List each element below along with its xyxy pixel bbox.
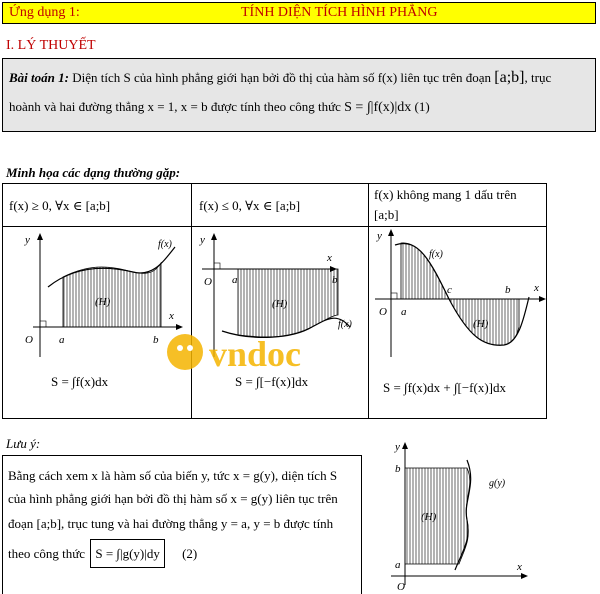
label-H: (H) (421, 511, 437, 523)
axis-label-x: x (517, 561, 522, 573)
case3-condition: f(x) không mang 1 dấu trên (374, 187, 517, 202)
note-line-4: theo công thức (8, 546, 86, 561)
note-box (2, 455, 362, 594)
case3-condition-2: [a;b] (374, 207, 399, 222)
note-line-1: Bằng cách xem x là hàm số của biến y, tức x = g(y), diện tích S (8, 468, 338, 483)
problem-text-1: Diện tích S của hình phẳng giới hạn bởi đồ thị của hàm số f(x) liên tục trên đoạn (72, 70, 492, 85)
problem-text-2: hoành và hai đường thẳng x = 1, x = b được tính theo công thức (9, 99, 341, 114)
label-a: a (401, 306, 407, 318)
label-gy: g(y) (489, 478, 506, 489)
label-a: a (395, 559, 401, 571)
label-fx: f(x) (338, 319, 352, 330)
label-H: (H) (95, 296, 111, 308)
label-b: b (395, 463, 401, 475)
problem-text-1b: , trục (524, 70, 552, 85)
case1-condition: f(x) ≥ 0, ∀x ∈ [a;b] (9, 198, 111, 213)
problem-box (2, 58, 596, 132)
note-eqnum: (2) (182, 546, 198, 561)
lesson-label: Ứng dụng 1: (9, 5, 80, 20)
axis-label-x: x (169, 310, 174, 322)
label-b: b (505, 284, 511, 296)
axis-label-y: y (377, 230, 382, 242)
origin-label: O (25, 334, 33, 346)
problem-eqnum: (1) (414, 99, 430, 114)
section-heading: I. LÝ THUYẾT (6, 38, 96, 53)
axis-label-y: y (25, 234, 30, 246)
problem-interval: [a;b] (494, 69, 525, 86)
origin-label: O (379, 306, 387, 318)
problem-label: Bài toán 1: (9, 70, 69, 85)
label-b: b (332, 274, 338, 286)
axis-label-y: y (395, 441, 400, 453)
note-line-2: của hình phẳng giới hạn bởi đồ thị hàm số x = g(y) liên tục trên (8, 491, 338, 506)
label-b: b (153, 334, 159, 346)
label-fx: f(x) (158, 239, 172, 250)
case2-formula: S = ∫[−f(x)]dx (235, 374, 309, 389)
cases-table (2, 183, 547, 419)
case2-condition: f(x) ≤ 0, ∀x ∈ [a;b] (199, 198, 301, 213)
origin-label: O (397, 581, 405, 593)
label-H: (H) (473, 318, 489, 330)
watermark-text: vndoc (209, 334, 302, 374)
label-H: (H) (272, 298, 288, 310)
axis-label-x: x (327, 252, 332, 264)
problem-formula: S = ∫|f(x)|dx (344, 100, 412, 115)
label-a: a (59, 334, 65, 346)
axis-label-x: x (534, 282, 539, 294)
graph-gy (355, 440, 535, 594)
graph-case3 (369, 227, 547, 377)
case1-formula: S = ∫f(x)dx (51, 374, 109, 389)
note-label: Lưu ý: (6, 436, 41, 451)
origin-label: O (204, 276, 212, 288)
note-line-3: đoạn [a;b], trục tung và hai đường thẳng y = a, y = b được tính (8, 516, 334, 531)
note-formula: S = ∫|g(y)|dy (90, 539, 165, 568)
header-bar (2, 2, 596, 24)
page-title: TÍNH DIỆN TÍCH HÌNH PHẲNG (241, 5, 438, 20)
label-fx: f(x) (429, 249, 443, 260)
label-c: c (447, 284, 452, 296)
label-a: a (232, 274, 238, 286)
case3-formula: S = ∫f(x)dx + ∫[−f(x)]dx (383, 380, 506, 395)
illustration-title: Minh họa các dạng thường gặp: (6, 165, 181, 180)
axis-label-y: y (200, 234, 205, 246)
